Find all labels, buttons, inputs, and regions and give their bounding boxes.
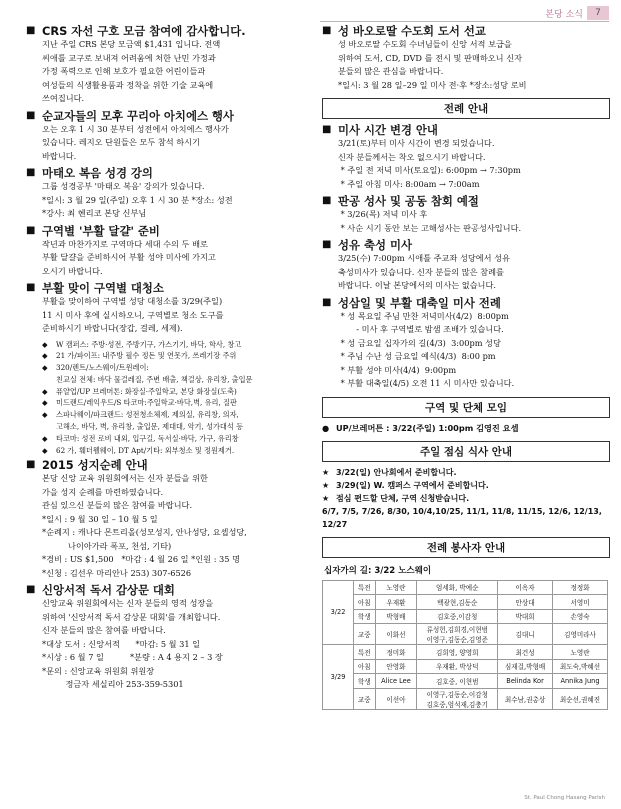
liturgy-1 xyxy=(322,194,610,235)
notice-2 xyxy=(26,166,313,221)
cleaning-text: 스파나웨이/파크랜드: 성전청소체제, 제의실, 유리창, 의자, xyxy=(56,410,239,420)
square-bullet-icon: ■ xyxy=(26,25,36,36)
star-bullet-icon: ★ xyxy=(322,493,330,503)
square-bullet-icon: ■ xyxy=(26,282,36,293)
body-line: 위하여 '신앙서적 독서 감상문 대회'를 개최합니다. xyxy=(42,611,221,622)
reading-contest-title xyxy=(26,583,313,597)
reading-contest xyxy=(26,583,313,692)
square-bullet-icon: ■ xyxy=(322,124,332,135)
parish-footer: St. Paul Chong Hasang Parish xyxy=(524,795,605,801)
table-cell: 우재환 xyxy=(375,595,417,610)
notice-0-body xyxy=(26,38,313,106)
right-column xyxy=(322,22,610,710)
table-cell: 노영란 xyxy=(553,645,608,660)
diamond-bullet-icon: ◆ xyxy=(42,445,48,455)
liturgy-0-body xyxy=(322,137,610,191)
body-line: * 부활 대축일(4/5) 오전 11 시 미사만 있습니다. xyxy=(338,378,515,388)
lunch-line xyxy=(322,479,610,492)
notice-2-title-text: 마태오 복음 성경 강의 xyxy=(42,166,153,180)
notice-4-title xyxy=(26,281,313,295)
lunch-line xyxy=(322,505,610,531)
table-row xyxy=(323,688,608,709)
body-line: *신청 : 김선우 마리안나 253) 307-6526 xyxy=(42,567,192,578)
reading-contest-body xyxy=(26,597,313,692)
liturgy-0-title xyxy=(322,123,610,137)
pilgrimage-notice xyxy=(26,458,313,580)
square-bullet-icon: ■ xyxy=(322,239,332,250)
cleaning-row xyxy=(42,421,313,433)
lunch-list xyxy=(322,466,610,531)
table-cell: 안상대 xyxy=(498,595,553,610)
cleaning-row xyxy=(42,409,313,421)
table-row xyxy=(323,645,608,660)
square-bullet-icon: ■ xyxy=(322,296,332,308)
table-cell: 교중 xyxy=(354,688,376,709)
table-cell: 백광현,김동순 xyxy=(417,595,498,610)
body-line: 신자 분들께서는 착오 없으시기 바랍니다. xyxy=(338,151,486,162)
body-line: 여성들의 식생활용품과 정착을 위한 기술 교육에 xyxy=(42,79,214,90)
table-cell: 안영화 xyxy=(375,659,417,674)
body-line: *대상 도서 : 신앙서적 *마감: 5 월 31 일 xyxy=(42,638,201,649)
table-cell: 정정화 xyxy=(553,580,608,595)
body-line: *순례지 : 캐나다 몬트리올(성모성지, 안나성당, 요셉성당, xyxy=(42,527,247,538)
table-cell: 서영미 xyxy=(553,595,608,610)
servers-table xyxy=(322,580,608,710)
table-cell: 김대니 xyxy=(498,624,553,645)
page-number: 7 xyxy=(587,6,609,20)
book-mission-title-text: 성 바오로딸 수도회 도서 선교 xyxy=(338,24,486,38)
group-meeting-text: UP/브레머튼 : 3/22(주일) 1:00pm 김영진 요셉 xyxy=(336,422,519,433)
table-row xyxy=(323,674,608,689)
table-row xyxy=(323,580,608,595)
body-line: 관심 있으신 분들의 많은 참여를 바랍니다. xyxy=(42,500,193,511)
body-line: 씨애틀 교구로 보내져 어려움에 처한 난민 가정과 xyxy=(42,52,216,63)
body-line: 신앙교육 위원회에서는 신자 분들의 영적 성장을 xyxy=(42,598,214,609)
table-cell: 최건성 xyxy=(498,645,553,660)
body-line: * 3/26(목) 저녁 미사 후 xyxy=(338,209,428,219)
body-line: - 미사 후 구역별로 밤샘 조배가 있습니다. xyxy=(338,324,504,334)
body-line: 부활 달걀을 준비하시어 부활 성야 미사에 가지고 xyxy=(42,252,216,262)
lunch-heading: 주일 점심 식사 안내 xyxy=(322,441,610,462)
body-line: 쓰여집니다. xyxy=(42,93,85,103)
body-line: 오시기 바랍니다. xyxy=(42,265,103,276)
cleaning-row xyxy=(42,445,313,457)
cleaning-text: 미드랜드/레익우드/S 타코마:주일학교·바닥,벽, 유리, 질판 xyxy=(56,398,237,408)
table-cell: 박대희 xyxy=(498,609,553,624)
body-line: * 성 목요일 주님 만찬 저녁미사(4/2) 8:00pm xyxy=(338,310,509,321)
body-line: 3/25(수) 7:00pm 시애틀 주교좌 성당에서 성유 xyxy=(338,253,510,263)
body-line: * 주일 전 저녁 미사(토요일): 6:00pm → 7:30pm xyxy=(338,165,521,175)
table-cell: 심재걸,박형배 xyxy=(498,659,553,674)
notice-3 xyxy=(26,224,313,279)
body-line: 축성미사가 있습니다. 신자 분들의 많은 참례를 xyxy=(338,266,504,277)
lunch-line xyxy=(322,466,610,479)
body-line: *일시: 3 월 28 일–29 일 미사 전·후 *장소:성당 로비 xyxy=(338,79,527,90)
service-date: 3/29 xyxy=(323,645,354,710)
body-line: 가정 폭력으로 인해 보호가 필요한 어린이들과 xyxy=(42,66,206,76)
square-bullet-icon: ■ xyxy=(26,167,36,178)
body-line: 나이아가라 폭포, 천섬, 기타) xyxy=(42,540,172,551)
liturgy-2 xyxy=(322,238,610,293)
body-line: *강사: 최 헨리코 본당 신부님 xyxy=(42,208,147,218)
notice-0-title-text: CRS 자선 구호 모금 참여에 감사합니다. xyxy=(42,24,246,38)
table-cell: 이옥자 xyxy=(498,580,553,595)
diamond-bullet-icon: ◆ xyxy=(42,363,48,373)
lunch-text: 3/22(일) 안나회에서 준비합니다. xyxy=(336,467,457,477)
notice-3-body xyxy=(26,238,313,279)
body-line: 성 바오로딸 수도회 수녀님들이 신앙 서적 보급을 xyxy=(338,39,512,49)
header-section: 본당 소식 xyxy=(545,9,583,20)
table-cell: Annika Jung xyxy=(553,674,608,689)
table-cell: Belinda Kor xyxy=(498,674,553,689)
lunch-line xyxy=(322,492,610,505)
square-bullet-icon: ■ xyxy=(26,584,36,596)
body-line: 본당 신앙 교육 위원회에서는 신자 분들을 위한 xyxy=(42,473,208,484)
table-cell: 이화선 xyxy=(375,624,417,645)
service-date: 3/22 xyxy=(323,580,354,645)
square-bullet-icon: ■ xyxy=(26,224,36,236)
cleaning-text: 62 가, 훼더웰웨이, DT Apt/기타: 외부청소 및 정원제거. xyxy=(56,445,235,455)
table-cell: 우재환, 박상덕 xyxy=(417,659,498,674)
diamond-bullet-icon: ◆ xyxy=(42,386,48,396)
page-header xyxy=(545,6,609,20)
notice-4-body xyxy=(26,295,313,336)
body-line: 오는 오후 1 시 30 분부터 성전에서 아치에스 행사가 xyxy=(42,123,229,134)
notice-3-title-text: 구역별 '부활 달걀' 준비 xyxy=(42,223,160,238)
liturgy-2-body xyxy=(322,252,610,293)
liturgy-1-title-text: 판공 성사 및 공동 참회 예절 xyxy=(338,194,479,208)
notice-1-title-text: 순교자들의 모후 꾸리아 아치에스 행사 xyxy=(42,108,234,123)
body-line: 바랍니다. 이날 본당에서의 미사는 없습니다. xyxy=(338,280,496,290)
table-cell: 최순선,권혜진 xyxy=(553,688,608,709)
circle-bullet-icon: ● xyxy=(322,422,330,433)
left-column xyxy=(26,22,313,695)
notice-3-title xyxy=(26,224,313,238)
body-line: *시상 : 6 월 7 일 *분량 : A 4 용지 2 – 3 장 xyxy=(42,652,223,663)
notice-2-body xyxy=(26,180,313,221)
table-cell: 아침 xyxy=(354,595,376,610)
body-line: * 부활 성야 미사(4/4) 9:00pm xyxy=(338,364,457,375)
body-line: 그룹 성경공부 '마태오 복음' 강의가 있습니다. xyxy=(42,181,205,191)
table-cell: 학생 xyxy=(354,609,376,624)
table-cell: 교중 xyxy=(354,624,376,645)
table-cell: 정미화 xyxy=(375,645,417,660)
pilgrimage-notice-title-text: 2015 성지순례 안내 xyxy=(42,458,148,473)
body-line: 분들의 많은 관심을 바랍니다. xyxy=(338,66,444,76)
body-line: 가을 성지 순례를 마련하였습니다. xyxy=(42,486,164,497)
square-bullet-icon: ■ xyxy=(26,459,36,471)
servers-heading: 전례 봉사자 안내 xyxy=(322,537,610,558)
group-heading: 구역 및 단체 모임 xyxy=(322,397,610,418)
body-line: *일시 : 9 월 30 일 – 10 월 5 일 xyxy=(42,513,158,524)
cleaning-assignments xyxy=(26,339,313,457)
table-row xyxy=(323,659,608,674)
body-line: 부활을 맞이하여 구역별 성당 대청소를 3/29(주일) xyxy=(42,296,223,306)
lunch-text: 6/7, 7/5, 7/26, 8/30, 10/4,10/25, 11/1, 11/8, 11/15, 12/6, 12/13, 12/27 xyxy=(322,506,602,529)
diamond-bullet-icon: ◆ xyxy=(42,398,48,408)
notice-0-title xyxy=(26,24,313,38)
lunch-text: 3/29(일) W. 캠퍼스 구역에서 준비합니다. xyxy=(336,480,489,490)
cleaning-row xyxy=(42,433,313,445)
cleaning-row xyxy=(42,374,313,386)
lunch-text: 점심 편드할 단체, 구역 신청받습니다. xyxy=(336,493,470,503)
body-line: 바랍니다. xyxy=(42,150,77,161)
book-mission-body xyxy=(322,38,610,92)
table-cell: 학생 xyxy=(354,674,376,689)
diamond-bullet-icon: ◆ xyxy=(42,351,48,361)
liturgy-1-body xyxy=(322,208,610,235)
cleaning-text: 친교실 전체: 바닥 물걸레질, 주변 배출, 책걸상, 유리창, 출입문 xyxy=(56,374,253,384)
liturgy-1-title xyxy=(322,194,610,208)
diamond-bullet-icon: ◆ xyxy=(42,410,48,420)
table-cell: 김희영, 양영희 xyxy=(417,645,498,660)
liturgy-3 xyxy=(322,296,610,391)
table-cell: 이선아 xyxy=(375,688,417,709)
cleaning-row xyxy=(42,397,313,409)
notice-4-title-text: 부활 맞이 구역별 대청소 xyxy=(42,281,164,295)
notice-4 xyxy=(26,281,313,336)
notice-1 xyxy=(26,109,313,164)
cleaning-row xyxy=(42,386,313,398)
table-cell: 김호중,이감청 xyxy=(417,609,498,624)
body-line: *일시: 3 월 29 일(주일) 오후 1 시 30 분 *장소: 성전 xyxy=(42,194,233,205)
table-cell: 아침 xyxy=(354,659,376,674)
liturgy-0-title-text: 미사 시간 변경 안내 xyxy=(338,123,438,137)
body-line: 지난 주일 CRS 본당 모금액 $1,431 입니다. 전액 xyxy=(42,39,221,49)
body-line: *경비 : US $1,500 *마감 : 4 월 26 일 *인원 : 35 명 xyxy=(42,554,240,565)
table-cell: 엄세화, 박예순 xyxy=(417,580,498,595)
table-cell: 최도숙,박혜선 xyxy=(553,659,608,674)
liturgy-3-title-text: 성삼일 및 부활 대축일 미사 전례 xyxy=(338,295,501,310)
table-cell: 김호중, 이현범 xyxy=(417,674,498,689)
star-bullet-icon: ★ xyxy=(322,480,330,490)
table-cell: 최수남,권총상 xyxy=(498,688,553,709)
table-cell: 특전 xyxy=(354,580,376,595)
liturgy-2-title xyxy=(322,238,610,252)
body-line: 3/21(토)부터 미사 시간이 변경 되었습니다. xyxy=(338,138,495,148)
square-bullet-icon: ■ xyxy=(322,25,332,36)
table-row xyxy=(323,609,608,624)
cleaning-text: 타코마: 성전 로비 내외, 입구길, 독서실·바닥, 가구, 유리창 xyxy=(56,433,239,443)
body-line: 있습니다. 레지오 단원들은 모두 참석 하시기 xyxy=(42,137,200,147)
body-line: 위하여 도서, CD, DVD 를 전시 및 판매하오니 신자 xyxy=(338,52,523,63)
cleaning-text: W 캠퍼스: 주방·성전, 주방기구, 가스기기, 바닥, 학사, 창고 xyxy=(56,339,242,349)
table-cell: 이영구,김동순,이감청 김호중,엄석재,김충기 xyxy=(417,688,498,709)
notice-0 xyxy=(26,24,313,106)
table-cell: 노영란 xyxy=(375,580,417,595)
table-cell: 박형배 xyxy=(375,609,417,624)
table-cell: 류성헌,김희경,이현범 이영구,김동순,김영준 xyxy=(417,624,498,645)
liturgy-heading: 전례 안내 xyxy=(322,98,610,119)
cleaning-row xyxy=(42,362,313,374)
diamond-bullet-icon: ◆ xyxy=(42,433,48,443)
liturgy-3-body xyxy=(322,310,610,391)
body-line: 신자 분들의 많은 참여를 바랍니다. xyxy=(42,625,166,636)
cleaning-row xyxy=(42,339,313,351)
notice-1-body xyxy=(26,123,313,164)
body-line: * 주일 아침 미사: 8:00am → 7:00am xyxy=(338,178,480,189)
square-bullet-icon: ■ xyxy=(26,109,36,121)
cleaning-text: 21 가/파이프: 내주방 필수 정돈 및 연못가, 쓰레기장 주위 xyxy=(56,351,237,361)
cleaning-text: 퓨얄업/UP 브레머톤: 화장실·주일학교, 본당 화장실(도축) xyxy=(56,386,237,396)
book-mission-title xyxy=(322,24,610,38)
cleaning-text: 고해소, 바닥, 벽, 유리창, 출입문, 제대대, 악기, 성가대석 등 xyxy=(56,422,244,432)
diamond-bullet-icon: ◆ xyxy=(42,339,48,349)
liturgy-0 xyxy=(322,123,610,191)
stations-of-cross: 십자가의 길: 3/22 노스웨이 xyxy=(324,565,432,576)
notice-1-title xyxy=(26,109,313,123)
body-line: * 주님 수난 성 금요일 예식(4/3) 8:00 pm xyxy=(338,351,496,361)
cleaning-text: 320/렌트/노스웨이/트윈레이: xyxy=(56,363,149,373)
reading-contest-title-text: 신앙서적 독서 감상문 대회 xyxy=(42,583,175,598)
body-line: * 사순 시기 동안 보는 고해성사는 판공성사입니다. xyxy=(338,222,522,233)
cleaning-row xyxy=(42,350,313,362)
book-mission xyxy=(322,24,610,92)
body-line: 준비하시기 바랍니다(장갑, 걸레, 세제). xyxy=(42,323,183,333)
square-bullet-icon: ■ xyxy=(322,195,332,206)
liturgy-3-title xyxy=(322,296,610,310)
pilgrimage-notice-body xyxy=(26,472,313,580)
liturgy-2-title-text: 성유 축성 미사 xyxy=(338,238,412,252)
table-row xyxy=(323,624,608,645)
table-cell: 김영미라사 xyxy=(553,624,608,645)
body-line: *문의 : 신앙교육 위원회 위원장 xyxy=(42,665,155,676)
table-cell: 손영숙 xyxy=(553,609,608,624)
body-line: 작년과 마찬가지로 구역마다 세대 수의 두 배로 xyxy=(42,238,208,249)
star-bullet-icon: ★ xyxy=(322,467,330,477)
group-meeting-line xyxy=(322,422,610,435)
notice-2-title xyxy=(26,166,313,180)
table-row xyxy=(323,595,608,610)
table-cell: Alice Lee xyxy=(375,674,417,689)
body-line: * 성 금요일 십자가의 길(4/3) 3:00pm 성당 xyxy=(338,337,501,348)
body-line: 11 시 미사 후에 실시하오니, 구역별로 청소 도구를 xyxy=(42,309,224,320)
body-line: 정금자 세실리아 253-359-5301 xyxy=(42,679,184,690)
table-cell: 특전 xyxy=(354,645,376,660)
pilgrimage-notice-title xyxy=(26,458,313,472)
